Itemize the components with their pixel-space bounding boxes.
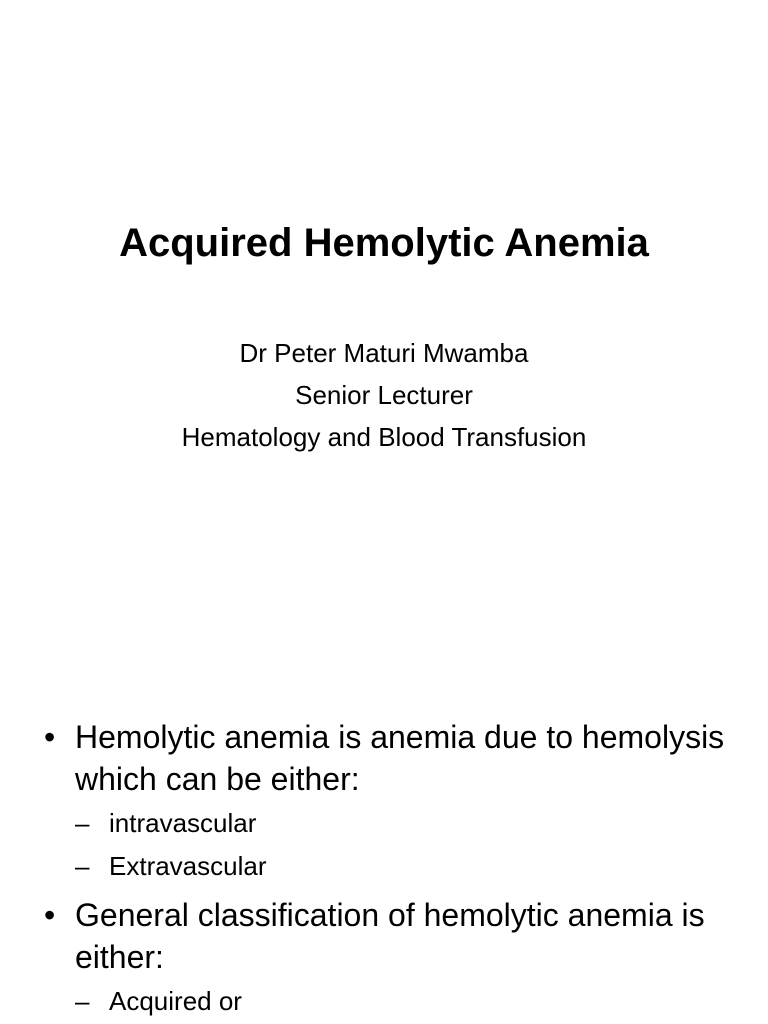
bullet-mark: • — [44, 897, 56, 933]
bullet-item — [44, 716, 734, 888]
bullet-text: Hemolytic anemia is anemia due to hemolysis which can be either: — [75, 719, 725, 797]
slide-subtitle — [0, 332, 768, 458]
slide-title: Acquired Hemolytic Anemia — [119, 221, 649, 265]
sub-bullet-text: intravascular — [109, 808, 257, 838]
bullet-mark: • — [44, 719, 56, 755]
sub-bullet-item — [75, 845, 734, 888]
sub-bullet-item — [75, 980, 734, 1023]
author-department: Hematology and Blood Transfusion — [181, 422, 587, 452]
sub-bullet-text: Extravascular — [109, 851, 267, 881]
bullet-text: General classification of hemolytic anemia is either: — [75, 897, 705, 975]
sub-bullet-mark: – — [75, 851, 90, 881]
author-name: Dr Peter Maturi Mwamba — [239, 338, 529, 368]
content-slide — [0, 576, 768, 1024]
sub-bullet-list — [75, 802, 734, 888]
author-position: Senior Lecturer — [295, 380, 473, 410]
bullet-item — [44, 894, 734, 1023]
sub-bullet-text: Acquired or — [109, 986, 242, 1016]
sub-bullet-mark: – — [75, 986, 90, 1016]
sub-bullet-item — [75, 802, 734, 845]
sub-bullet-mark: – — [75, 808, 90, 838]
bullet-list — [44, 716, 734, 1024]
sub-bullet-list — [75, 980, 734, 1023]
